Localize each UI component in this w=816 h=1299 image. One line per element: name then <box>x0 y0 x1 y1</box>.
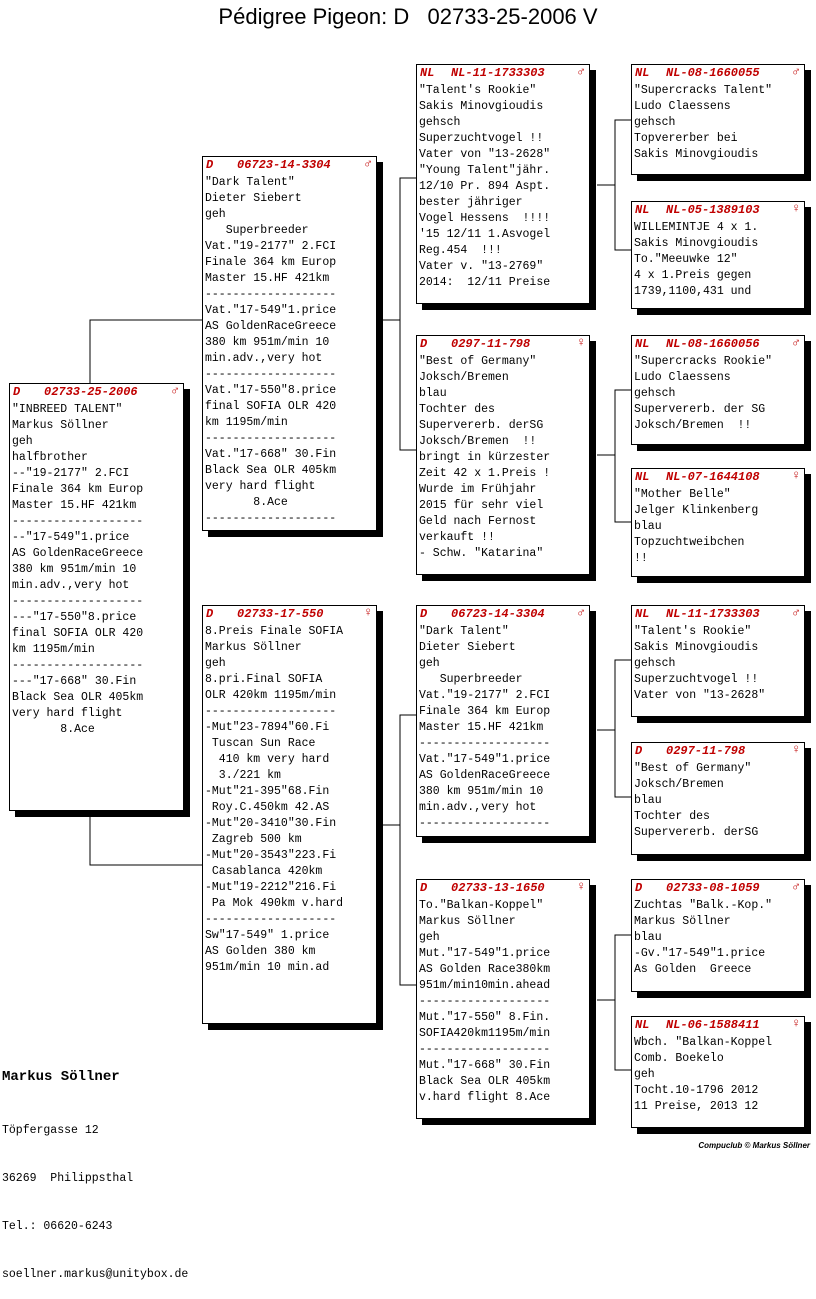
country-code: D <box>206 607 214 621</box>
ring-number: 02733-08-1059 <box>666 881 760 895</box>
pigeon-card-sd <box>416 335 590 575</box>
country-code: D <box>420 881 428 895</box>
country-code: D <box>635 744 643 758</box>
sex-icon: ♂ <box>792 879 800 894</box>
card-header <box>632 202 804 218</box>
card-header <box>417 606 589 622</box>
ring-number: 06723-14-3304 <box>451 607 545 621</box>
card-body: Wbch. "Balkan-Koppel Comb. Boekelo geh Tocht.10-1796 2012 11 Preise, 2013 12 <box>634 1036 773 1113</box>
sex-icon: ♂ <box>364 156 372 171</box>
card-header <box>632 880 804 896</box>
breeder-street: Töpfergasse 12 <box>2 1124 99 1137</box>
pigeon-card-dd <box>416 879 590 1119</box>
card-header <box>632 469 804 485</box>
card-body: "Supercracks Talent" Ludo Claessens gehsch Topvererber bei Sakis Minovgioudis <box>634 84 773 161</box>
sex-icon: ♀ <box>792 201 800 216</box>
page-title: Pédigree Pigeon: D 02733-25-2006 V <box>218 4 598 29</box>
pigeon-card-dss <box>631 605 805 717</box>
country-code: NL <box>420 66 435 80</box>
pigeon-card-sds <box>631 335 805 445</box>
breeder-city: 36269 Philippsthal <box>2 1172 134 1185</box>
ring-number: 06723-14-3304 <box>237 158 331 172</box>
country-code: D <box>206 158 214 172</box>
pigeon-card-sire <box>202 156 377 531</box>
connector-subject-dam <box>90 811 204 865</box>
pigeon-card-ddd <box>631 1016 805 1128</box>
breeder-contact <box>2 1036 188 1299</box>
ring-number: 02733-17-550 <box>237 607 324 621</box>
connector-ds-dss <box>597 660 633 730</box>
sex-icon: ♀ <box>577 335 585 350</box>
pigeon-card-ds <box>416 605 590 837</box>
card-body: "INBREED TALENT" Markus Söllner geh halfbrother --"19-2177" 2.FCI Finale 364 km Europ Master 15.HF 421km ------------------- --"17-549"1.price AS GoldenRaceGreece 380 km 951m/min 10 min.adv.,very hot ------------------- ---"17-550"8.price final SOFIA OLR 420 km 1195m/min ------------------- ---"17-668" 30.Fin Black Sea OLR 405km very hard flight 8.Ace <box>12 403 144 736</box>
connector-sd-sds <box>597 390 633 455</box>
ring-number: 02733-25-2006 <box>44 385 138 399</box>
country-code: NL <box>635 1018 650 1032</box>
card-body: To."Balkan-Koppel" Markus Söllner geh Mut."17-549"1.price AS Golden Race380km 951m/min10min.ahead ------------------- Mut."17-550" 8.Fin. SOFIA420km1195m/min ------------------- Mut."17-668" 30.Fin Black Sea OLR 405km v.hard flight 8.Ace <box>419 899 551 1104</box>
card-header <box>632 606 804 622</box>
pigeon-card-dds <box>631 879 805 992</box>
ring-number: NL-06-1588411 <box>666 1018 760 1032</box>
ring-number: NL-07-1644108 <box>666 470 760 484</box>
breeder-phone: Tel.: 06620-6243 <box>2 1220 113 1233</box>
ring-number: 0297-11-798 <box>451 337 531 351</box>
connector-dd-dds <box>597 935 633 1000</box>
card-header <box>632 743 804 759</box>
pigeon-card-dsd <box>631 742 805 855</box>
card-header <box>417 65 589 81</box>
pigeon-card-ssd <box>631 201 805 309</box>
sex-icon: ♂ <box>792 64 800 79</box>
connector-ss-sss <box>597 120 633 185</box>
card-header <box>417 336 589 352</box>
card-body: "Talent's Rookie" Sakis Minovgioudis gehsch Superzuchtvogel !! Vater von "13-2628" <box>634 625 766 702</box>
sex-icon: ♀ <box>792 742 800 757</box>
footer-credit: Compuclub © Markus Söllner <box>698 1141 810 1150</box>
sex-icon: ♀ <box>792 468 800 483</box>
card-header <box>632 65 804 81</box>
card-body: "Dark Talent" Dieter Siebert geh Superbreeder Vat."19-2177" 2.FCI Finale 364 km Europ Master 15.HF 421km ------------------- Vat."17-549"1.price AS GoldenRaceGreece 380 km 951m/min 10 min.adv.,very hot ------------------- <box>419 625 551 830</box>
sex-icon: ♀ <box>364 605 372 620</box>
sex-icon: ♂ <box>792 335 800 350</box>
country-code: NL <box>635 470 650 484</box>
card-header <box>203 606 376 622</box>
country-code: NL <box>635 203 650 217</box>
card-header <box>632 1017 804 1033</box>
pigeon-card-dam <box>202 605 377 1024</box>
card-body: "Talent's Rookie" Sakis Minovgioudis gehsch Superzuchtvogel !! Vater von "13-2628" "Young Talent"jähr. 12/10 Pr. 894 Aspt. bester jähriger Vogel Hessens !!!! '15 12/11 1.Asvogel Reg.454 !!! Vater v. "13-2769" 2014: 12/11 Preise <box>419 84 551 289</box>
ring-number: NL-11-1733303 <box>451 66 545 80</box>
pigeon-card-sdd <box>631 468 805 577</box>
ring-number: NL-11-1733303 <box>666 607 760 621</box>
card-body: "Best of Germany" Joksch/Bremen blau Tochter des Supervererb. derSG <box>634 762 759 839</box>
sex-icon: ♂ <box>577 605 585 620</box>
country-code: D <box>635 881 643 895</box>
card-body: "Best of Germany" Joksch/Bremen blau Tochter des Supervererb. derSG Joksch/Bremen !! bringt in kürzester Zeit 42 x 1.Preis ! Wurde im Frühjahr 2015 für sehr viel Geld nach Fernost verkauft !! - Schw. "Katarina" <box>419 355 551 560</box>
sex-icon: ♂ <box>577 64 585 79</box>
country-code: D <box>13 385 21 399</box>
card-header <box>417 880 589 896</box>
ring-number: 02733-13-1650 <box>451 881 545 895</box>
pigeon-card-ss <box>416 64 590 304</box>
card-header <box>632 336 804 352</box>
card-body: 8.Preis Finale SOFIA Markus Söllner geh 8.pri.Final SOFIA OLR 420km 1195m/min ------------------- -Mut"23-7894"60.Fi Tuscan Sun Race 410 km very hard 3./221 km -Mut"21-395"68.Fin Roy.C.450km 42.AS -Mut"20-3410"30.Fin Zagreb 500 km -Mut"20-3543"223.Fi Casablanca 420km -Mut"19-2212"216.Fi Pa Mok 490km v.hard ------------------- Sw"17-549" 1.price AS Golden 380 km 951m/min 10 min.ad <box>205 625 344 974</box>
card-body: "Mother Belle" Jelger Klinkenberg blau Topzuchtweibchen !! <box>634 488 759 565</box>
card-header <box>10 384 183 400</box>
card-body: Zuchtas "Balk.-Kop." Markus Söllner blau -Gv."17-549"1.price As Golden Greece <box>634 899 773 976</box>
country-code: NL <box>635 607 650 621</box>
sex-icon: ♂ <box>792 605 800 620</box>
connector-sire-ss <box>383 178 418 320</box>
connector-dam-ds <box>383 715 418 825</box>
connector-subject-sire <box>90 320 204 383</box>
sex-icon: ♀ <box>792 1016 800 1031</box>
card-header <box>203 157 376 173</box>
sex-icon: ♀ <box>577 879 585 894</box>
country-code: NL <box>635 337 650 351</box>
sex-icon: ♂ <box>171 383 179 398</box>
card-body: "Supercracks Rookie" Ludo Claessens gehsch Supervererb. der SG Joksch/Bremen !! <box>634 355 773 432</box>
country-code: D <box>420 337 428 351</box>
breeder-email: soellner.markus@unitybox.de <box>2 1268 189 1281</box>
ring-number: NL-08-1660055 <box>666 66 760 80</box>
ring-number: 0297-11-798 <box>666 744 746 758</box>
country-code: D <box>420 607 428 621</box>
pigeon-card-subject <box>9 383 184 811</box>
card-body: "Dark Talent" Dieter Siebert geh Superbreeder Vat."19-2177" 2.FCI Finale 364 km Europ Master 15.HF 421km ------------------- Vat."17-549"1.price AS GoldenRaceGreece 380 km 951m/min 10 min.adv.,very hot ------------------- Vat."17-550"8.price final SOFIA OLR 420 km 1195m/min ------------------- Vat."17-668" 30.Fin Black Sea OLR 405km very hard flight 8.Ace ------------------- <box>205 176 337 525</box>
country-code: NL <box>635 66 650 80</box>
ring-number: NL-08-1660056 <box>666 337 760 351</box>
ring-number: NL-05-1389103 <box>666 203 760 217</box>
pigeon-card-sss <box>631 64 805 175</box>
card-body: WILLEMINTJE 4 x 1. Sakis Minovgioudis To."Meeuwke 12" 4 x 1.Preis gegen 1739,1100,431 und <box>634 221 759 298</box>
breeder-name: Markus Söllner <box>2 1069 120 1085</box>
